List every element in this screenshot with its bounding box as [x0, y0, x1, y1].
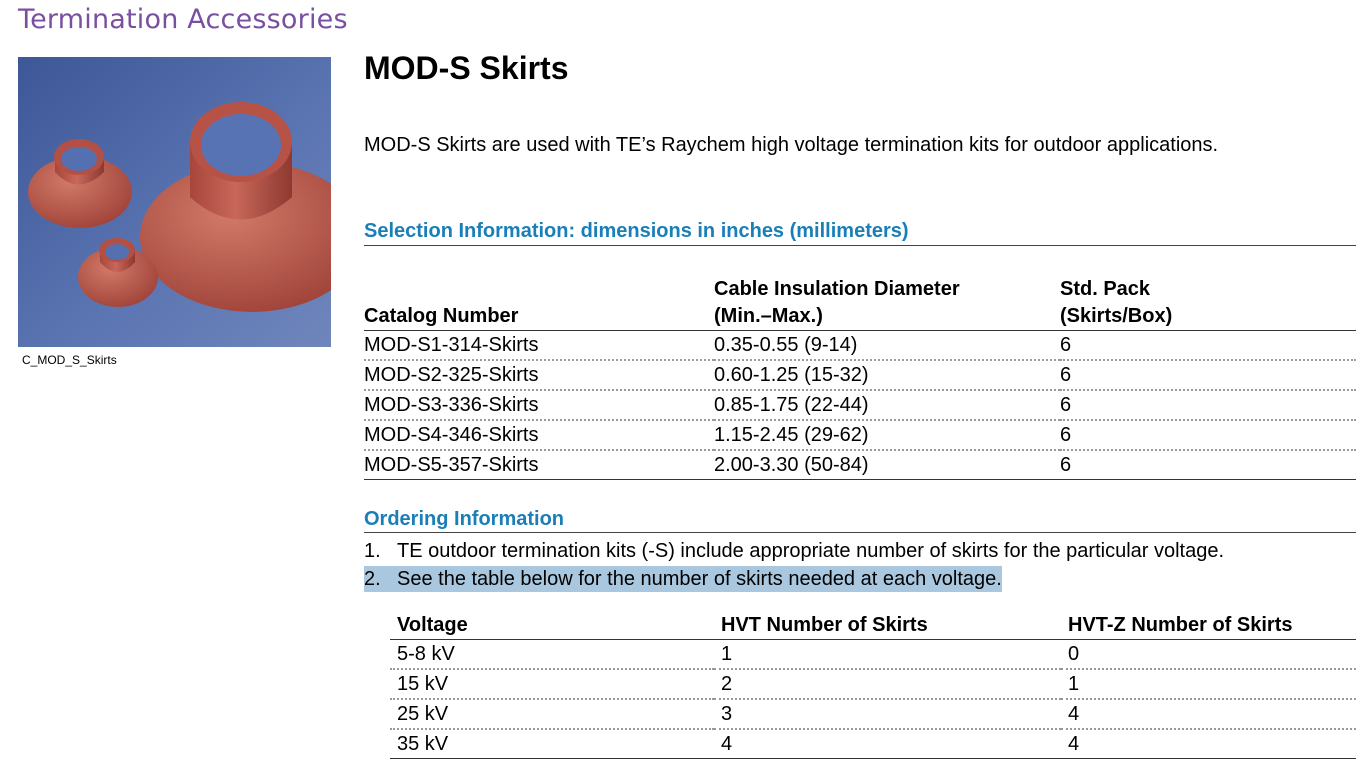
list-item-text: See the table below for the number of skirts needed at each voltage. — [397, 568, 1002, 590]
table-row — [364, 420, 1356, 450]
pack-cell: 6 — [1060, 390, 1356, 420]
selection-table — [364, 276, 1356, 480]
text-selection-highlight[interactable] — [364, 566, 1002, 592]
header-voltage: Voltage — [390, 612, 714, 640]
table-row — [364, 450, 1356, 480]
header-hvt-skirts: HVT Number of Skirts — [714, 612, 1061, 640]
header-diameter-line1: Cable Insulation Diameter — [714, 278, 960, 300]
selection-heading: Selection Information: dimensions in inches (millimeters) — [364, 220, 1356, 246]
pack-cell: 6 — [1060, 360, 1356, 390]
hvt-cell: 1 — [714, 640, 1061, 670]
ordering-list — [364, 537, 1224, 593]
catalog-number-cell: MOD-S5-357-Skirts — [364, 450, 714, 480]
pack-cell: 6 — [1060, 450, 1356, 480]
list-item-highlighted — [364, 565, 1224, 593]
catalog-number-cell: MOD-S4-346-Skirts — [364, 420, 714, 450]
table-row — [390, 640, 1356, 670]
voltage-cell: 15 kV — [390, 669, 714, 699]
table-row — [390, 729, 1356, 759]
image-caption: C_MOD_S_Skirts — [22, 353, 117, 367]
hvtz-cell: 4 — [1061, 699, 1356, 729]
voltage-cell: 5-8 kV — [390, 640, 714, 670]
header-hvtz-skirts: HVT-Z Number of Skirts — [1061, 612, 1356, 640]
hvt-cell: 2 — [714, 669, 1061, 699]
table-row — [390, 669, 1356, 699]
header-catalog-number: Catalog Number — [364, 276, 714, 331]
section-title: Termination Accessories — [18, 4, 348, 35]
table-row — [364, 390, 1356, 420]
product-title: MOD-S Skirts — [364, 50, 569, 86]
ordering-heading: Ordering Information — [364, 508, 1356, 533]
hvt-cell: 3 — [714, 699, 1061, 729]
catalog-number-cell: MOD-S1-314-Skirts — [364, 331, 714, 361]
header-std-pack — [1060, 276, 1356, 331]
diameter-cell: 0.85-1.75 (22-44) — [714, 390, 1060, 420]
voltage-table — [390, 612, 1356, 759]
diameter-cell: 0.60-1.25 (15-32) — [714, 360, 1060, 390]
hvtz-cell: 0 — [1061, 640, 1356, 670]
header-pack-line2: (Skirts/Box) — [1060, 305, 1173, 327]
list-item-number: 1. — [364, 540, 381, 562]
diameter-cell: 1.15-2.45 (29-62) — [714, 420, 1060, 450]
catalog-number-cell: MOD-S3-336-Skirts — [364, 390, 714, 420]
voltage-cell: 35 kV — [390, 729, 714, 759]
catalog-number-cell: MOD-S2-325-Skirts — [364, 360, 714, 390]
header-pack-line1: Std. Pack — [1060, 278, 1151, 300]
diameter-cell: 0.35-0.55 (9-14) — [714, 331, 1060, 361]
hvtz-cell: 1 — [1061, 669, 1356, 699]
pack-cell: 6 — [1060, 331, 1356, 361]
hvtz-cell: 4 — [1061, 729, 1356, 759]
product-description: MOD-S Skirts are used with TE’s Raychem high voltage termination kits for outdoor applications. — [364, 134, 1219, 156]
header-insulation-diameter — [714, 276, 1060, 331]
diameter-cell: 2.00-3.30 (50-84) — [714, 450, 1060, 480]
product-image — [18, 57, 331, 347]
table-row — [364, 360, 1356, 390]
table-row — [390, 699, 1356, 729]
pack-cell: 6 — [1060, 420, 1356, 450]
hvt-cell: 4 — [714, 729, 1061, 759]
table-row — [364, 331, 1356, 361]
voltage-cell: 25 kV — [390, 699, 714, 729]
list-item-number: 2. — [364, 568, 381, 590]
header-diameter-line2: (Min.–Max.) — [714, 305, 823, 327]
voltage-header-row — [390, 612, 1356, 640]
selection-header-row — [364, 276, 1356, 331]
list-item-text: TE outdoor termination kits (-S) include appropriate number of skirts for the particular voltage. — [397, 540, 1225, 562]
list-item — [364, 537, 1224, 565]
